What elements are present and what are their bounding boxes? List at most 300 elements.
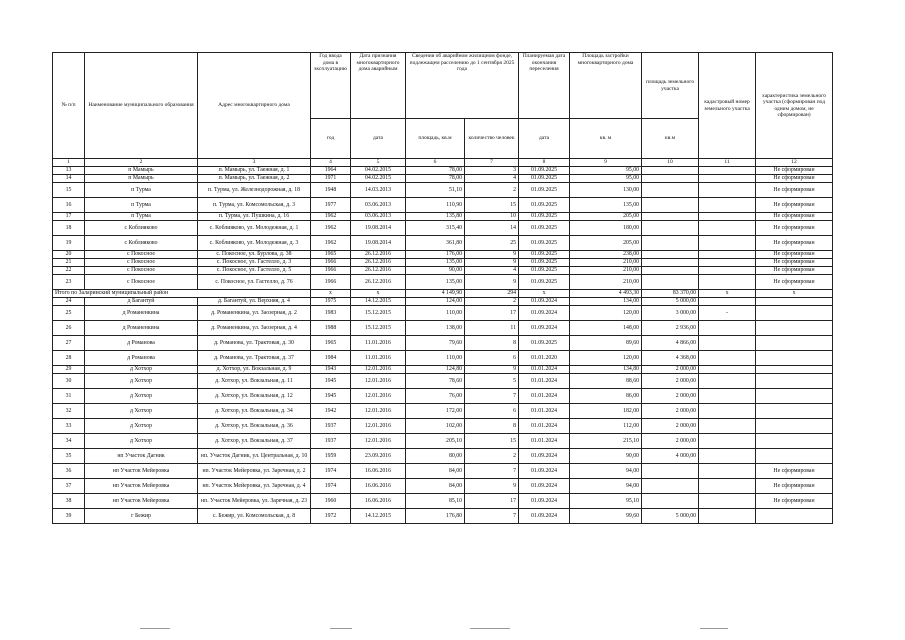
- row-number: 31: [53, 389, 85, 404]
- build-area-cell: 215,10: [570, 434, 642, 449]
- characteristic-cell: [756, 434, 833, 449]
- build-area-cell: 99,60: [570, 509, 642, 524]
- address-cell: нп. Участок Мейеровка, ул. Заречная, д. 2: [198, 464, 311, 479]
- table-row: [53, 167, 833, 175]
- emergency-date-cell: 16.06.2016: [351, 464, 406, 479]
- total-row: [53, 290, 833, 298]
- municipality-cell: с Покосное: [85, 267, 198, 275]
- row-number: 34: [53, 434, 85, 449]
- emergency-housing-table: [52, 52, 833, 524]
- build-area-cell: 88,60: [570, 374, 642, 389]
- header-info-group: Сведения об аварийном жилищном фонде, подлежащем расселению до 1 сентября 2025 года: [406, 53, 519, 119]
- build-area-cell: 134,80: [570, 366, 642, 374]
- planned-date-cell: 01.01.2020: [519, 351, 570, 366]
- area-cell: 110,00: [406, 351, 465, 366]
- characteristic-cell: [756, 336, 833, 351]
- municipality-cell: д Романова: [85, 336, 198, 351]
- address-cell: д. Хотхор, ул. Вокзальная, д. 36: [198, 419, 311, 434]
- municipality-cell: д Багантуй: [85, 298, 198, 306]
- municipality-cell: с Покосное: [85, 275, 198, 290]
- planned-date-cell: 01.01.2024: [519, 419, 570, 434]
- land-area-cell: [642, 464, 699, 479]
- area-cell: 315,40: [406, 221, 465, 236]
- characteristic-cell: Не сформирован: [756, 464, 833, 479]
- build-area-cell: 135,00: [570, 198, 642, 213]
- emergency-date-cell: 12.01.2016: [351, 434, 406, 449]
- characteristic-cell: [756, 366, 833, 374]
- emergency-date-cell: 03.06.2013: [351, 213, 406, 221]
- emergency-date-cell: 11.01.2016: [351, 351, 406, 366]
- municipality-cell: д Хотхор: [85, 374, 198, 389]
- planned-date-cell: 01.01.2024: [519, 374, 570, 389]
- address-cell: д. Романенкина, ул. Заозерная, д. 2: [198, 306, 311, 321]
- cadastral-cell: [699, 267, 756, 275]
- characteristic-cell: Не сформирован: [756, 251, 833, 259]
- cadastral-cell: [699, 183, 756, 198]
- row-number: 39: [53, 509, 85, 524]
- characteristic-cell: Не сформирован: [756, 221, 833, 236]
- table-row: [53, 321, 833, 336]
- subheader-sqm2: кв.м: [642, 119, 699, 159]
- characteristic-cell: [756, 298, 833, 306]
- cadastral-cell: [699, 366, 756, 374]
- table-row: [53, 259, 833, 267]
- municipality-cell: д Романенкина: [85, 306, 198, 321]
- area-cell: 76,00: [406, 389, 465, 404]
- address-cell: нп. Участок Мейеровка, ул. Заречная, д. 4: [198, 479, 311, 494]
- table-row: [53, 509, 833, 524]
- build-area-cell: 210,00: [570, 275, 642, 290]
- cadastral-cell: [699, 351, 756, 366]
- emergency-date-cell: 26.12.2016: [351, 275, 406, 290]
- planned-date-cell: 01.09.2024: [519, 479, 570, 494]
- characteristic-cell: Не сформирован: [756, 167, 833, 175]
- scan-noise: [330, 628, 352, 629]
- cadastral-cell: [699, 213, 756, 221]
- planned-date-cell: 01.09.2024: [519, 449, 570, 464]
- table-row: [53, 267, 833, 275]
- characteristic-cell: [756, 306, 833, 321]
- table-row: [53, 198, 833, 213]
- cadastral-cell: [699, 374, 756, 389]
- emergency-date-cell: 16.06.2016: [351, 479, 406, 494]
- cadastral-cell: [699, 167, 756, 175]
- land-area-cell: [642, 251, 699, 259]
- emergency-date-cell: 12.01.2016: [351, 419, 406, 434]
- year-built-cell: 1972: [311, 509, 351, 524]
- row-number: 19: [53, 236, 85, 251]
- emergency-date-cell: 19.08.2014: [351, 221, 406, 236]
- total-year: x: [311, 290, 351, 298]
- land-area-cell: 4 368,00: [642, 351, 699, 366]
- address-cell: д. Романова, ул. Трактовая, д. 37: [198, 351, 311, 366]
- table-row: [53, 336, 833, 351]
- address-cell: с. Покосное, ул. Бурлова, д. 38: [198, 251, 311, 259]
- area-cell: 124,00: [406, 298, 465, 306]
- emergency-date-cell: 19.08.2014: [351, 236, 406, 251]
- year-built-cell: 1966: [311, 275, 351, 290]
- people-count-cell: 4: [465, 267, 519, 275]
- emergency-date-cell: 15.12.2015: [351, 321, 406, 336]
- characteristic-cell: Не сформирован: [756, 183, 833, 198]
- table-row: [53, 306, 833, 321]
- land-area-cell: 3 000,00: [642, 306, 699, 321]
- table-row: [53, 366, 833, 374]
- table-row: [53, 449, 833, 464]
- municipality-cell: п Турма: [85, 183, 198, 198]
- column-number: 10: [642, 159, 699, 167]
- table-row: [53, 419, 833, 434]
- land-area-cell: [642, 259, 699, 267]
- emergency-date-cell: 14.03.2013: [351, 183, 406, 198]
- year-built-cell: 1988: [311, 321, 351, 336]
- people-count-cell: 7: [465, 389, 519, 404]
- build-area-cell: 210,00: [570, 267, 642, 275]
- people-count-cell: 3: [465, 167, 519, 175]
- characteristic-cell: Не сформирован: [756, 175, 833, 183]
- land-area-cell: 2 000,00: [642, 419, 699, 434]
- planned-date-cell: 01.09.2025: [519, 213, 570, 221]
- row-number: 22: [53, 267, 85, 275]
- address-cell: д. Багантуй, ул. Верхняя, д. 4: [198, 298, 311, 306]
- row-number: 21: [53, 259, 85, 267]
- build-area-cell: 238,00: [570, 251, 642, 259]
- area-cell: 102,00: [406, 419, 465, 434]
- land-area-cell: 4 000,00: [642, 449, 699, 464]
- year-built-cell: 1974: [311, 479, 351, 494]
- area-cell: 205,10: [406, 434, 465, 449]
- year-built-cell: 1964: [311, 167, 351, 175]
- build-area-cell: 205,00: [570, 236, 642, 251]
- build-area-cell: 89,60: [570, 336, 642, 351]
- area-cell: 135,00: [406, 275, 465, 290]
- year-built-cell: 1966: [311, 267, 351, 275]
- characteristic-cell: [756, 351, 833, 366]
- cadastral-cell: [699, 321, 756, 336]
- header-year-built: Год ввода дома в эксплуатацию: [311, 53, 351, 119]
- row-number: 29: [53, 366, 85, 374]
- cadastral-cell: [699, 336, 756, 351]
- planned-date-cell: 01.09.2025: [519, 251, 570, 259]
- cadastral-cell: [699, 464, 756, 479]
- column-number: 7: [465, 159, 519, 167]
- year-built-cell: 1974: [311, 464, 351, 479]
- address-cell: д. Романенкина, ул. Заозерная, д. 4: [198, 321, 311, 336]
- planned-date-cell: 01.09.2025: [519, 259, 570, 267]
- cadastral-cell: [699, 251, 756, 259]
- municipality-cell: д Романенкина: [85, 321, 198, 336]
- planned-date-cell: 01.09.2024: [519, 321, 570, 336]
- area-cell: 135,00: [406, 259, 465, 267]
- people-count-cell: 11: [465, 321, 519, 336]
- emergency-date-cell: 04.02.2015: [351, 175, 406, 183]
- planned-date-cell: 01.09.2025: [519, 167, 570, 175]
- characteristic-cell: [756, 449, 833, 464]
- header-build-area: Площадь застройки многоквартирного дома: [570, 53, 642, 119]
- column-number: 1: [53, 159, 85, 167]
- year-built-cell: 1962: [311, 221, 351, 236]
- column-number: 8: [519, 159, 570, 167]
- characteristic-cell: [756, 389, 833, 404]
- table-row: [53, 275, 833, 290]
- row-number: 27: [53, 336, 85, 351]
- build-area-cell: 120,00: [570, 351, 642, 366]
- table-body-lower: [53, 298, 833, 524]
- cadastral-cell: [699, 259, 756, 267]
- land-area-cell: 2 000,00: [642, 366, 699, 374]
- people-count-cell: 6: [465, 404, 519, 419]
- header-planned-date: Планируемая дата окончания переселения: [519, 53, 570, 119]
- land-area-cell: 4 866,00: [642, 336, 699, 351]
- people-count-cell: 2: [465, 449, 519, 464]
- cadastral-cell: [699, 275, 756, 290]
- total-cadastral: x: [699, 290, 756, 298]
- land-area-cell: [642, 494, 699, 509]
- people-count-cell: 15: [465, 198, 519, 213]
- column-number: 2: [85, 159, 198, 167]
- people-count-cell: 17: [465, 494, 519, 509]
- row-number: 37: [53, 479, 85, 494]
- total-planned-date: x: [519, 290, 570, 298]
- municipality-cell: п Мамырь: [85, 167, 198, 175]
- year-built-cell: 1942: [311, 404, 351, 419]
- characteristic-cell: Не сформирован: [756, 494, 833, 509]
- total-area: 4 149,90: [406, 290, 465, 298]
- land-area-cell: [642, 175, 699, 183]
- table-row: [53, 298, 833, 306]
- people-count-cell: 5: [465, 374, 519, 389]
- address-cell: с. Бежир, ул. Комсомольская, д. 8: [198, 509, 311, 524]
- cadastral-cell: [699, 389, 756, 404]
- municipality-cell: д Хотхор: [85, 419, 198, 434]
- planned-date-cell: 01.09.2025: [519, 275, 570, 290]
- cadastral-cell: [699, 298, 756, 306]
- cadastral-cell: [699, 434, 756, 449]
- planned-date-cell: 01.09.2024: [519, 464, 570, 479]
- table-row: [53, 434, 833, 449]
- people-count-cell: 17: [465, 306, 519, 321]
- table-row: [53, 374, 833, 389]
- table-row: [53, 389, 833, 404]
- year-built-cell: 1948: [311, 183, 351, 198]
- row-number: 33: [53, 419, 85, 434]
- municipality-cell: п Турма: [85, 213, 198, 221]
- land-area-cell: [642, 221, 699, 236]
- year-built-cell: 1965: [311, 251, 351, 259]
- cadastral-cell: [699, 419, 756, 434]
- land-area-cell: 2 000,00: [642, 389, 699, 404]
- characteristic-cell: Не сформирован: [756, 267, 833, 275]
- characteristic-cell: [756, 419, 833, 434]
- municipality-cell: нп Участок Мейеровка: [85, 464, 198, 479]
- area-cell: 80,00: [406, 449, 465, 464]
- municipality-cell: с Коблияково: [85, 236, 198, 251]
- row-number: 36: [53, 464, 85, 479]
- municipality-cell: д Хотхор: [85, 366, 198, 374]
- build-area-cell: 180,00: [570, 221, 642, 236]
- people-count-cell: 9: [465, 275, 519, 290]
- people-count-cell: 15: [465, 434, 519, 449]
- emergency-date-cell: 12.01.2016: [351, 404, 406, 419]
- row-number: 25: [53, 306, 85, 321]
- municipality-cell: с Коблияково: [85, 221, 198, 236]
- people-count-cell: 14: [465, 221, 519, 236]
- cadastral-cell: [699, 404, 756, 419]
- year-built-cell: 1983: [311, 306, 351, 321]
- column-number: 5: [351, 159, 406, 167]
- land-area-cell: 2 000,00: [642, 434, 699, 449]
- header-num: № п/п: [53, 53, 85, 159]
- emergency-date-cell: 12.01.2016: [351, 374, 406, 389]
- municipality-cell: с Покосное: [85, 259, 198, 267]
- emergency-date-cell: 26.12.2016: [351, 259, 406, 267]
- build-area-cell: 95,00: [570, 175, 642, 183]
- year-built-cell: 1965: [311, 336, 351, 351]
- year-built-cell: 1966: [311, 259, 351, 267]
- land-area-cell: 5 000,00: [642, 298, 699, 306]
- year-built-cell: 1984: [311, 351, 351, 366]
- characteristic-cell: [756, 509, 833, 524]
- build-area-cell: 130,00: [570, 183, 642, 198]
- header-municipality: Наименование муниципального образования: [85, 53, 198, 159]
- area-cell: 78,60: [406, 374, 465, 389]
- address-cell: нп. Участок Дагник, ул. Центральная, д. 10: [198, 449, 311, 464]
- total-land-area: 83 370,00: [642, 290, 699, 298]
- characteristic-cell: [756, 321, 833, 336]
- emergency-date-cell: 12.01.2016: [351, 366, 406, 374]
- table-row: [53, 351, 833, 366]
- cadastral-cell: [699, 175, 756, 183]
- address-cell: п. Мамырь, ул. Таежная, д. 2: [198, 175, 311, 183]
- emergency-date-cell: 14.12.2015: [351, 298, 406, 306]
- emergency-date-cell: 23.09.2016: [351, 449, 406, 464]
- planned-date-cell: 01.01.2024: [519, 389, 570, 404]
- column-number: 6: [406, 159, 465, 167]
- table-row: [53, 494, 833, 509]
- characteristic-cell: Не сформирован: [756, 259, 833, 267]
- cadastral-cell: [699, 449, 756, 464]
- subheader-date: дата: [351, 119, 406, 159]
- emergency-date-cell: 03.06.2013: [351, 198, 406, 213]
- address-cell: нп. Участок Мейеровка, ул. Заречная, д. 23: [198, 494, 311, 509]
- characteristic-cell: Не сформирован: [756, 198, 833, 213]
- land-area-cell: [642, 275, 699, 290]
- year-built-cell: 1943: [311, 366, 351, 374]
- planned-date-cell: 01.09.2024: [519, 298, 570, 306]
- planned-date-cell: 01.09.2025: [519, 198, 570, 213]
- land-area-cell: [642, 213, 699, 221]
- people-count-cell: 8: [465, 419, 519, 434]
- header-characteristic: характеристика земельного участка (сформирован под одним домом, не сформирован): [756, 53, 833, 159]
- column-number: 3: [198, 159, 311, 167]
- year-built-cell: 1962: [311, 213, 351, 221]
- build-area-cell: 90,00: [570, 449, 642, 464]
- area-cell: 138,00: [406, 321, 465, 336]
- total-people: 294: [465, 290, 519, 298]
- table-row: [53, 464, 833, 479]
- address-cell: п. Турма, ул. Железнодорожная, д. 18: [198, 183, 311, 198]
- build-area-cell: 148,00: [570, 321, 642, 336]
- row-number: 32: [53, 404, 85, 419]
- land-area-cell: 2 000,00: [642, 374, 699, 389]
- people-count-cell: 9: [465, 479, 519, 494]
- people-count-cell: 9: [465, 259, 519, 267]
- planned-date-cell: 01.09.2024: [519, 494, 570, 509]
- scan-noise: [140, 628, 170, 629]
- cadastral-cell: [699, 198, 756, 213]
- row-number: 13: [53, 167, 85, 175]
- municipality-cell: д Хотхор: [85, 404, 198, 419]
- area-cell: 51,10: [406, 183, 465, 198]
- planned-date-cell: 01.01.2024: [519, 434, 570, 449]
- address-cell: д. Хотхор, ул. Вокзальная, д. 34: [198, 404, 311, 419]
- header-date-emergency: Дата признания многоквартирного дома аварийным: [351, 53, 406, 119]
- municipality-cell: п Турма: [85, 198, 198, 213]
- area-cell: 110,90: [406, 198, 465, 213]
- planned-date-cell: 01.09.2025: [519, 221, 570, 236]
- total-characteristic: x: [756, 290, 833, 298]
- planned-date-cell: 01.01.2024: [519, 404, 570, 419]
- housing-table-sheet: [52, 52, 832, 524]
- address-cell: с. Покосное, ул. Гастелло, д. 5: [198, 267, 311, 275]
- people-count-cell: 25: [465, 236, 519, 251]
- area-cell: 124,80: [406, 366, 465, 374]
- table-row: [53, 221, 833, 236]
- table-row: [53, 251, 833, 259]
- total-date: x: [351, 290, 406, 298]
- year-built-cell: 1959: [311, 449, 351, 464]
- header-address: Адрес многоквартирного дома: [198, 53, 311, 159]
- planned-date-cell: 01.09.2024: [519, 509, 570, 524]
- address-cell: п. Турма, ул. Пушкина, д. 16: [198, 213, 311, 221]
- header-land-area: площадь земельного участка: [642, 53, 699, 119]
- year-built-cell: 1971: [311, 175, 351, 183]
- row-number: 15: [53, 183, 85, 198]
- planned-date-cell: 01.09.2025: [519, 336, 570, 351]
- table-row: [53, 236, 833, 251]
- address-cell: с. Покосное, ул. Гастелло, д. 3: [198, 259, 311, 267]
- row-number: 14: [53, 175, 85, 183]
- column-number-row: [53, 159, 833, 167]
- area-cell: 172,00: [406, 404, 465, 419]
- area-cell: 79,60: [406, 336, 465, 351]
- address-cell: п. Мамырь, ул. Таежная, д. 1: [198, 167, 311, 175]
- municipality-cell: д Хотхор: [85, 389, 198, 404]
- scan-noise: [700, 628, 728, 629]
- people-count-cell: 8: [465, 336, 519, 351]
- area-cell: 176,80: [406, 509, 465, 524]
- land-area-cell: 5 000,00: [642, 509, 699, 524]
- build-area-cell: 134,00: [570, 298, 642, 306]
- people-count-cell: 4: [465, 175, 519, 183]
- land-area-cell: [642, 183, 699, 198]
- year-built-cell: 1945: [311, 389, 351, 404]
- people-count-cell: 7: [465, 509, 519, 524]
- row-number: 38: [53, 494, 85, 509]
- address-cell: с. Покосное, ул. Гастелло, д. 76: [198, 275, 311, 290]
- row-number: 20: [53, 251, 85, 259]
- year-built-cell: 1975: [311, 298, 351, 306]
- municipality-cell: д Хотхор: [85, 434, 198, 449]
- municipality-cell: п Мамырь: [85, 175, 198, 183]
- area-cell: 84,00: [406, 479, 465, 494]
- total-build-area: 4 493,30: [570, 290, 642, 298]
- land-area-cell: 2 000,00: [642, 404, 699, 419]
- table-row: [53, 479, 833, 494]
- people-count-cell: 10: [465, 213, 519, 221]
- municipality-cell: нп Участок Дагник: [85, 449, 198, 464]
- subheader-year: год: [311, 119, 351, 159]
